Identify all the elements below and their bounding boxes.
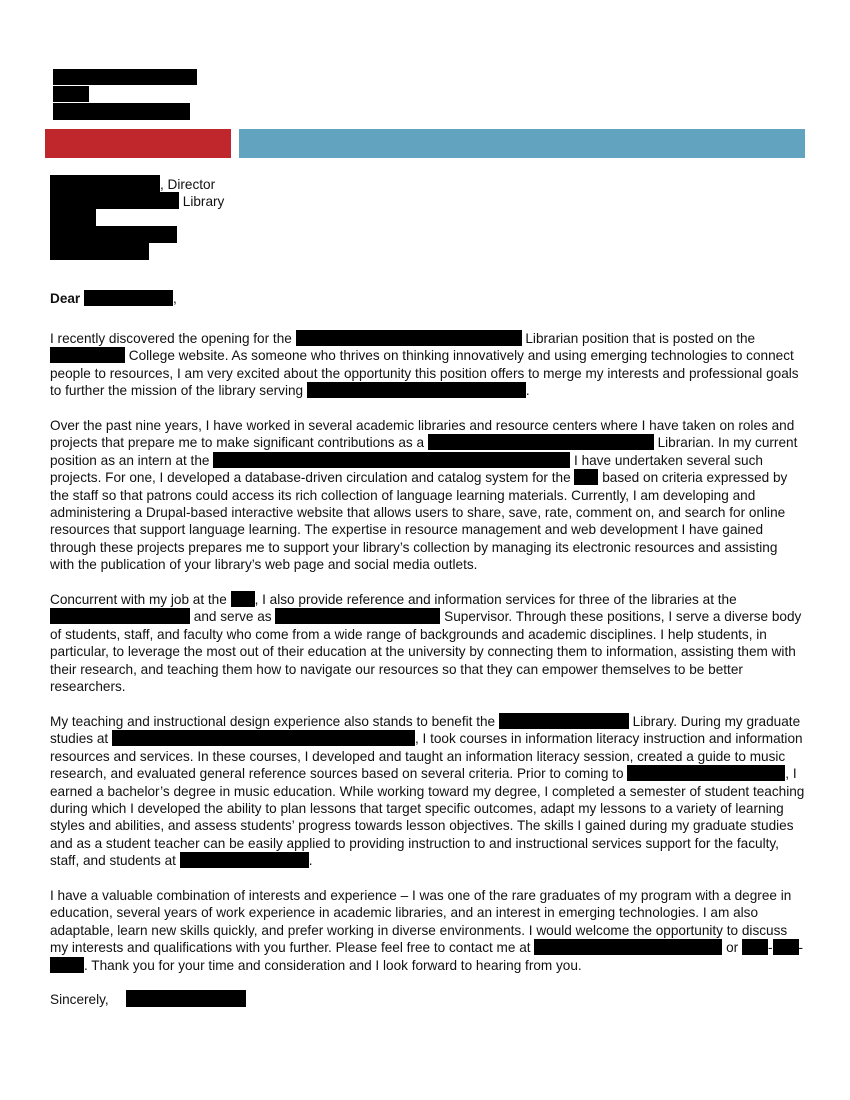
recipient-line-4: [50, 226, 224, 243]
paragraph-1: [50, 330, 805, 400]
redacted-graduate-school: [112, 730, 415, 746]
recipient-library-label: Library: [179, 194, 225, 209]
redacted-supervisor-role: [275, 608, 440, 624]
p1-text-a: I recently discovered the opening for the: [50, 331, 296, 346]
salutation: [50, 290, 805, 307]
p5-text-b: or: [722, 940, 742, 956]
redacted-email: [534, 939, 722, 955]
recipient-line-3: [50, 209, 224, 226]
redacted-college-name: [50, 347, 125, 363]
redacted-phone-line: [50, 957, 84, 973]
redacted-address-3: [50, 243, 149, 260]
paragraph-3: [50, 591, 805, 695]
redacted-community-served: [307, 382, 526, 398]
redacted-name-line-1: [53, 69, 197, 85]
redacted-college-name-2: [180, 852, 309, 868]
header-bar-red: [45, 129, 231, 158]
p2-text-c: I have undertaken several such projects. For one, I developed a database-driven circulation and catalog system for the: [50, 452, 763, 486]
salutation-comma: ,: [173, 291, 177, 306]
recipient-line-1: [50, 175, 224, 192]
recipient-block: [50, 175, 224, 260]
recipient-line-5: [50, 243, 224, 260]
p2-text-b: Librarian. In my current position as an intern at the: [50, 435, 798, 468]
p3-text-d: Supervisor. Through these positions, I serve a diverse body of students, staff, and faculty who come from a wide range of backgrounds and academic disciplines. I help students, in particular, to leverage the most out of their education at the university by connecting them to information, assisting them with their research, and teaching them how to navigate our resources so that they can empower themselves to be better researchers.: [50, 609, 802, 695]
p4-text-d: , I earned a bachelor’s degree in music education. While working toward my degree, I completed a semester of student teaching during which I developed the ability to plan lessons that target specific outcomes, adapt my lessons to a variety of learning styles and abilities, and assess students’ progress towards lesson objectives. The skills I gained during my graduate studies and as a student teacher can be easily applied to providing instruction to and instructional services support for the faculty, staff, and students at: [50, 766, 805, 869]
redacted-university-name: [50, 608, 190, 624]
p1-text-d: .: [525, 383, 530, 399]
redacted-library-name-2: [499, 713, 629, 729]
redacted-phone-prefix: [773, 939, 799, 955]
paragraph-4: [50, 713, 805, 870]
redacted-center-acronym: [574, 469, 598, 485]
redacted-intern-organization: [213, 452, 570, 468]
p1-text-c: College website. As someone who thrives on thinking innovatively and using emerging technologies to connect people to resources, I am very excited about the opportunity this position offers to merge my interests and professional goals to further the mission of the library serving: [50, 348, 799, 399]
redacted-signature: [126, 990, 246, 1007]
p4-text-a: My teaching and instructional design experience also stands to benefit the: [50, 713, 499, 729]
p4-text-e: .: [308, 853, 313, 869]
redacted-position-title-2: [428, 434, 654, 450]
letter-body: [50, 330, 805, 1026]
p3-text-a: Concurrent with my job at the: [50, 592, 231, 608]
redacted-name-line-2: [53, 86, 89, 102]
p2-text-a: Over the past nine years, I have worked in several academic libraries and resource centers where I have taken on roles and projects that prepare me to make significant contributions as a: [50, 418, 795, 451]
redacted-salutation-name: [84, 290, 173, 306]
redacted-library-name: [50, 192, 179, 209]
phone-dash-1: -: [767, 940, 773, 956]
header-bar-blue: [239, 129, 805, 158]
p5-text-c: . Thank you for your time and consideration and I look forward to hearing from you.: [84, 957, 582, 973]
p4-text-b: Library. During my graduate studies at: [50, 713, 801, 747]
p4-text-c: , I took courses in information literacy instruction and information resources and services. In these courses, I developed and taught an information literacy session, created a guide to music research, and evaluated general reference sources based on several criteria. Prior to coming to: [50, 731, 803, 782]
p3-text-b: , I also provide reference and information services for three of the libraries at the: [254, 592, 737, 608]
phone-dash-2: -: [798, 940, 804, 956]
redacted-name-line-3: [53, 103, 190, 120]
redacted-job-acronym: [231, 591, 255, 607]
redacted-position-title: [296, 330, 522, 346]
recipient-line-2: [50, 192, 224, 209]
paragraph-5: [50, 887, 805, 974]
redacted-address-2: [50, 226, 177, 243]
redacted-recipient-name: [50, 175, 160, 192]
closing: [50, 990, 805, 1008]
closing-label: Sincerely,: [50, 992, 109, 1008]
redacted-current-institution: [627, 765, 785, 781]
redacted-phone-area: [742, 939, 768, 955]
redacted-address-1: [50, 209, 96, 226]
p2-text-d: based on criteria expressed by the staff so that patrons could access its rich collection of language learning materials. Currently, I am developing and administering a Drupal-based interactive website that allows users to share, save, rate, comment on, and search for online resources that support language learning. The expertise in resource management and web development I have gained through these projects prepares me to support your library’s collection by managing its electronic resources and assisting with the publication of your library’s web page and social media outlets.: [50, 470, 788, 573]
paragraph-2: [50, 417, 805, 574]
p3-text-c: and serve as: [190, 609, 276, 625]
recipient-title: , Director: [160, 177, 216, 192]
p1-text-b: Librarian position that is posted on the: [521, 331, 756, 346]
salutation-label: Dear: [50, 291, 81, 306]
p5-text-a: I have a valuable combination of interests and experience – I was one of the rare graduates of my program with a degree in education, several years of work experience in academic libraries, and an interest in emerging technologies. I am also adaptable, learn new skills quickly, and prefer working in diverse environments. I would welcome the opportunity to discuss my interests and qualifications with you further. Please feel free to contact me at: [50, 887, 792, 956]
